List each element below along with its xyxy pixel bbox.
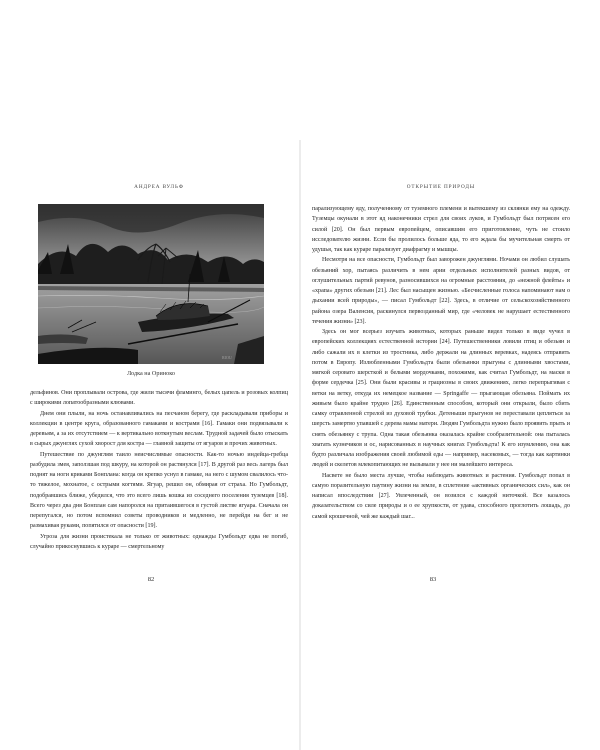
paragraph: Путешествие по джунглям таило неисчислимые опасности. Как-то ночью индейца-гребца разбудила змея, заползшая под шкуру, на которой он растянулся [17]. В другой раз весь лагерь был поднят на ноги криками Бонплана: когда он крепко уснул в гамаке, на него с шумом свалилось что-то тяжелое, мохнатое, с острыми когтями. Ягуар, решил он, обмирая от страха. Но Гумбольдт, подобравшись ближе, убедился, что это всего лишь кошка из соседнего поселения туземцев [18]. Всего через два дня Бонплан сам напоролся на притаившегося в густой листве ягуара. Сначала он перепугался, но потом вспомнил советы проводников и медленно, не перейдя на бег и не размахивая руками, попятился от опасности [19]. <box>30 451 288 530</box>
paragraph: Угроза для жизни проистекала не только от животных: однажды Гумбольдт едва не погиб, случайно прикоснувшись к кураре — смертельному <box>30 533 288 550</box>
right-running-head: ОТКРЫТИЕ ПРИРОДЫ <box>406 184 476 190</box>
paragraph: Днем они плыли, на ночь останавливались на песчаном берегу, где раскладывали приборы и коллекции в центре круга, образованного гамаками и кострами [16]. Гамаки они подвязывали к деревьям, а за их отсутствием — к вертикально воткнутым веслам. Трудной задачей было отыскать в сырых джунглях сухой хворост для костра — главной защиты от ягуаров и прочих животных. <box>30 410 288 448</box>
paragraph: дельфинов. Они проплывали острова, где жили тысячи фламинго, белых цапель и розовых колпиц с широкими лопатообразными клювами. <box>30 390 288 407</box>
right-page <box>312 152 570 742</box>
left-running-head: АНДРЕА ВУЛЬФ <box>134 184 184 190</box>
illustration-caption: Лодка на Ориноко <box>127 370 175 377</box>
right-page-number: 83 <box>429 576 437 583</box>
left-page <box>30 152 288 742</box>
engraving-image <box>38 204 264 364</box>
left-page-number: 82 <box>147 576 155 583</box>
right-body-text <box>312 204 570 522</box>
river-boat-engraving <box>38 204 264 364</box>
paragraph: Здесь он мог всерьез изучать животных, которых раньше видел только в виде чучел в европейских коллекциях естественной истории [24]. Путешественники ловили птиц и обезьян и либо сажали их в клетки из тростника, либо держали на длинных веревках, надеясь отправить потом в Европу. Излюбленными Гумбольдта были обезьянки прыгуны с длинными хвостами, мягкой серовато шерсткой и белыми мордочками, похожими, как считал Гумбольдт, на маски в форме сердечка [25]. Они были красивы и грациозны в своих движениях, легко перепрыгивая с ветки на ветку, откуда их немецкое название — Springaffe — прыгающая обезьяна. Поймать их живьем было крайне трудно [26]. Единственным способом, который они открыли, было сбить самку отравленной стрелой из духовой трубки. Детеныши прыгунов не переставали цепляться за шерсть замертво упавшей с дерева мамы матери. Людям Гумбольдта нужно было проявить прыть и снять обезьянку с трупа. Одна такая обезьянка оказалась крайне сообразительной: она пыталась хватать кузнечиков и ос, нарисованных в научных книгах Гумбольдта! К его изумлению, она как будто различала изображения своей любимой еды — например, насекомых, — тогда как картинки людей и скелетов млекопитающих не вызывали у нее ни малейшего интереса. <box>312 329 570 469</box>
book-gutter <box>299 140 301 750</box>
left-body-text <box>30 388 288 552</box>
paragraph: парализующему яду, полученному от туземного племени и вытекшему из склянки ему на одежду. Туземцы окунали в этот яд наконечники стрел для своих луков, и Гумбольдт был потрясен его силой [20]. Он был первым европейцем, описавшим его приготовление, чуть не стоило исследователю жизни. Если бы пролилось больше яда, то его ждала бы мучительная смерть от удушья, так как кураре парализует диафрагму и мышцы. <box>312 206 570 253</box>
paragraph: Несмотря на все опасности, Гумбольдт был заворожен джунглями. Ночами он любил слушать обезьяний хор, пытаясь различить в нем арии отдельных исполнителей разных видов, от оглушительных партий ревунов, разносившихся на огромные расстояния, до «нежной флейты» и «храпа» других обезьян [21]. Лес был насыщен жизнью. «Бесчисленные голоса напоминают нам о дыхании всей природы», — писал Гумбольдт [22]. Здесь, в отличие от сельскохозяйственного района озера Валенсия, раскинулся первозданный мир, где «человек не нарушает естественного течения жизни» [23]. <box>312 257 570 325</box>
svg-text:RIOU: RIOU <box>222 355 232 360</box>
paragraph: Насвете не было места лучше, чтобы наблюдать животных и растения. Гумбольдт попал в самую поразительную паутину жизни на земле, в сплетение «активных органических сил», как он написал впоследствии [27]. Увлеченный, он возился с каждой ниточкой. Все казалось доказательством со силе природы и о ее хрупкости, от удава, способного проглотить лошадь, до самой крошечной, чей же каждый шаг... <box>312 472 570 520</box>
